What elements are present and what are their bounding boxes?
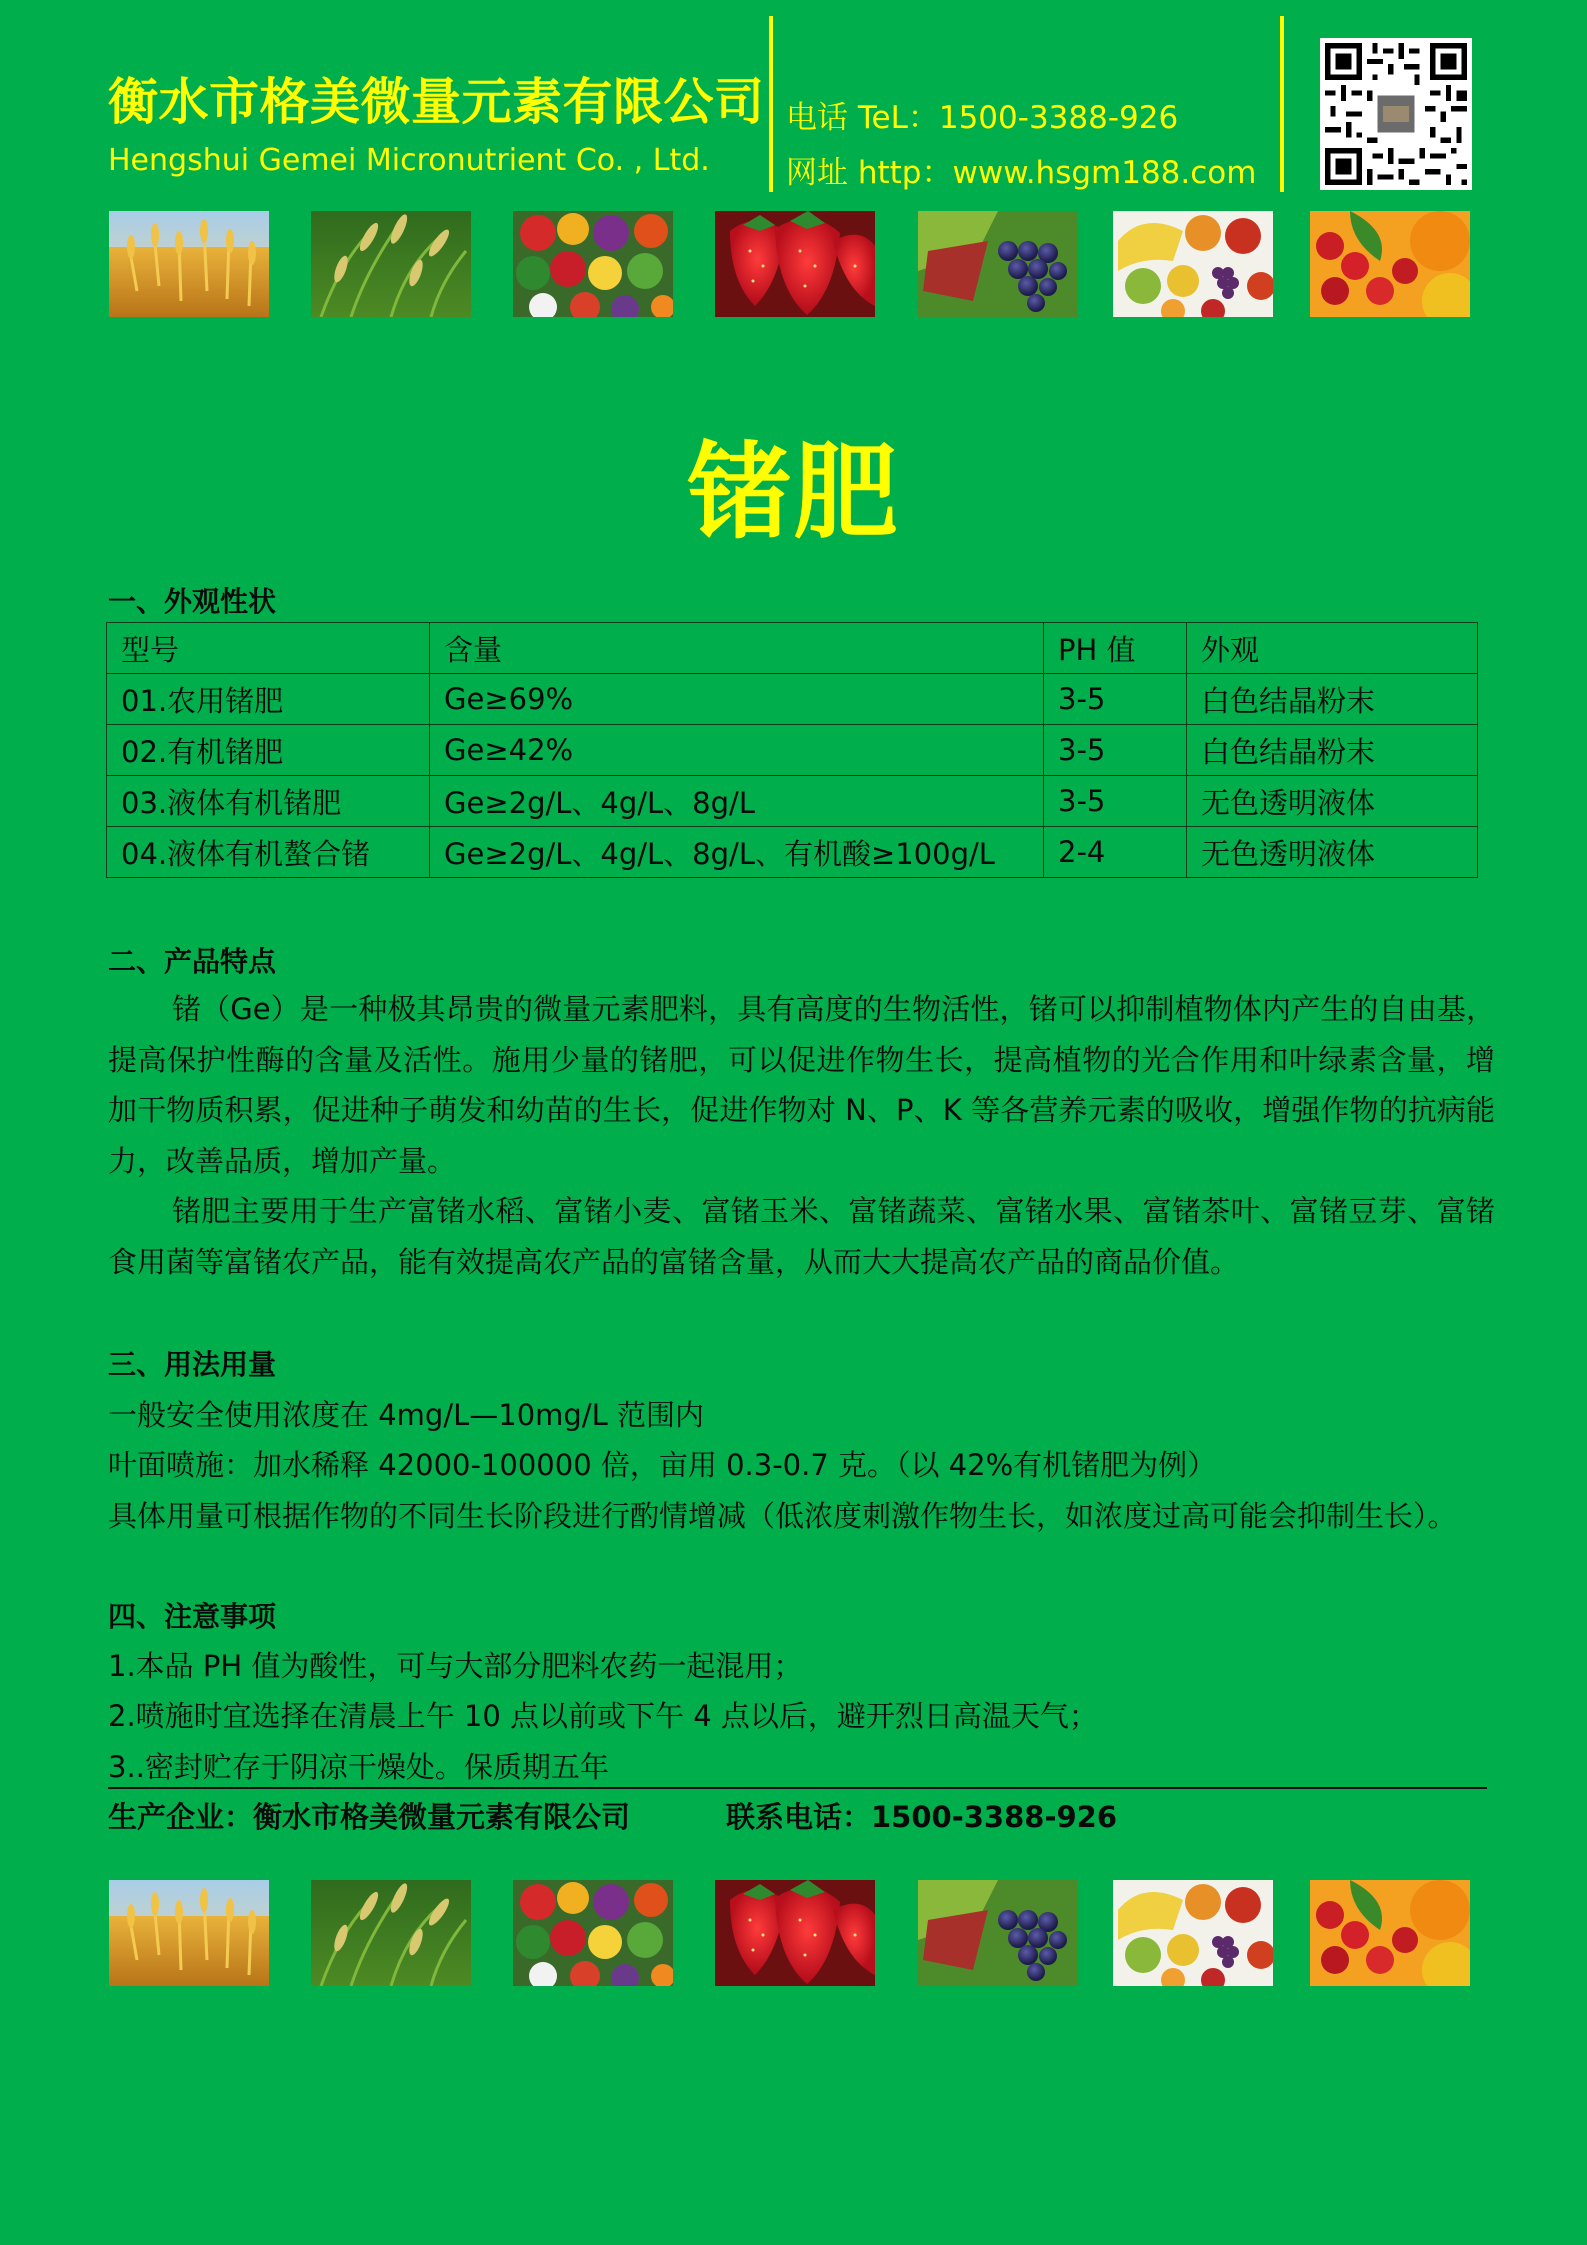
table-row	[107, 674, 1478, 725]
table-cell: Ge≥42%	[430, 725, 1044, 776]
usage-line: 一般安全使用浓度在 4mg/L—10mg/L 范围内	[108, 1398, 704, 1432]
section-heading-precautions: 四、注意事项	[108, 1600, 277, 1633]
rice-photo-icon	[311, 1880, 471, 1986]
table-cell: 无色透明液体	[1187, 776, 1478, 827]
qr-code-icon	[1320, 38, 1472, 190]
footer-divider	[108, 1787, 1487, 1789]
table-cell: 3-5	[1044, 725, 1187, 776]
usage-line: 叶面喷施：加水稀释 42000-100000 倍，亩用 0.3-0.7 克。（以 42%有机锗肥为例）	[108, 1448, 1217, 1482]
table-row	[107, 725, 1478, 776]
table-cell: Ge≥69%	[430, 674, 1044, 725]
website-link[interactable]: 网址 http：www.hsgm188.com	[786, 155, 1257, 191]
grapes-photo-icon	[918, 211, 1078, 317]
table-cell: 2-4	[1044, 827, 1187, 878]
features-paragraph-2: 锗肥主要用于生产富锗水稻、富锗小麦、富锗玉米、富锗蔬菜、富锗水果、富锗茶叶、富锗豆芽、富锗食用菌等富锗农产品，能有效提高农产品的富锗含量，从而大大提高农产品的商品价值。	[108, 1194, 1495, 1279]
company-name-cn: 衡水市格美微量元素有限公司	[108, 73, 765, 131]
table-header-cell: PH 值	[1044, 623, 1187, 674]
table-cell: 01.农用锗肥	[107, 674, 430, 725]
table-row	[107, 827, 1478, 878]
phone-text: 电话 TeL：1500-3388-926	[786, 100, 1179, 136]
table-cell: 无色透明液体	[1187, 827, 1478, 878]
vegetables-photo-icon	[513, 211, 673, 317]
strawberry-photo-icon	[715, 1880, 875, 1986]
table-header-cell: 型号	[107, 623, 430, 674]
table-row	[107, 776, 1478, 827]
section-heading-usage: 三、用法用量	[108, 1348, 277, 1381]
precaution-line: 3..密封贮存于阴凉干燥处。保质期五年	[108, 1750, 609, 1784]
table-header-cell: 外观	[1187, 623, 1478, 674]
fruits-photo-icon	[1113, 1880, 1273, 1986]
spec-table	[106, 622, 1478, 878]
section-heading-features: 二、产品特点	[108, 945, 277, 978]
table-cell: 3-5	[1044, 776, 1187, 827]
precaution-line: 2.喷施时宜选择在清晨上午 10 点以前或下午 4 点以后，避开烈日高温天气；	[108, 1699, 1098, 1733]
table-cell: Ge≥2g/L、4g/L、8g/L、有机酸≥100g/L	[430, 827, 1044, 878]
rice-photo-icon	[311, 211, 471, 317]
footer-producer: 生产企业：衡水市格美微量元素有限公司	[108, 1800, 631, 1834]
wheat-photo-icon	[109, 1880, 269, 1986]
wheat-photo-icon	[109, 211, 269, 317]
strawberry-photo-icon	[715, 211, 875, 317]
citrus-photo-icon	[1310, 211, 1470, 317]
header-divider-left	[769, 16, 773, 192]
fruits-photo-icon	[1113, 211, 1273, 317]
table-cell: 白色结晶粉末	[1187, 725, 1478, 776]
table-header-row	[107, 623, 1478, 674]
citrus-photo-icon	[1310, 1880, 1470, 1986]
table-cell: 02.有机锗肥	[107, 725, 430, 776]
table-header-cell: 含量	[430, 623, 1044, 674]
header-divider-right	[1280, 16, 1284, 192]
usage-line: 具体用量可根据作物的不同生长阶段进行酌情增减（低浓度刺激作物生长，如浓度过高可能会抑制生长）。	[108, 1499, 1457, 1533]
company-name-en: Hengshui Gemei Micronutrient Co. , Ltd.	[108, 143, 710, 178]
features-paragraph-1: 锗（Ge）是一种极其昂贵的微量元素肥料，具有高度的生物活性，锗可以抑制植物体内产生的自由基，提高保护性酶的含量及活性。施用少量的锗肥，可以促进作物生长，提高植物的光合作用和叶绿素含量，增加干物质积累，促进种子萌发和幼苗的生长，促进作物对 N、P、K 等各营养元素的吸收，增强作物的抗病能力，改善品质，增加产量。	[108, 992, 1495, 1178]
section-heading-appearance: 一、外观性状	[108, 585, 277, 618]
precaution-line: 1.本品 PH 值为酸性，可与大部分肥料农药一起混用；	[108, 1649, 803, 1683]
table-cell: 04.液体有机螯合锗	[107, 827, 430, 878]
table-cell: 3-5	[1044, 674, 1187, 725]
table-cell: 03.液体有机锗肥	[107, 776, 430, 827]
footer-contact: 联系电话：1500-3388-926	[726, 1800, 1118, 1834]
vegetables-photo-icon	[513, 1880, 673, 1986]
table-cell: 白色结晶粉末	[1187, 674, 1478, 725]
grapes-photo-icon	[918, 1880, 1078, 1986]
table-cell: Ge≥2g/L、4g/L、8g/L	[430, 776, 1044, 827]
page-title: 锗肥	[687, 431, 900, 553]
